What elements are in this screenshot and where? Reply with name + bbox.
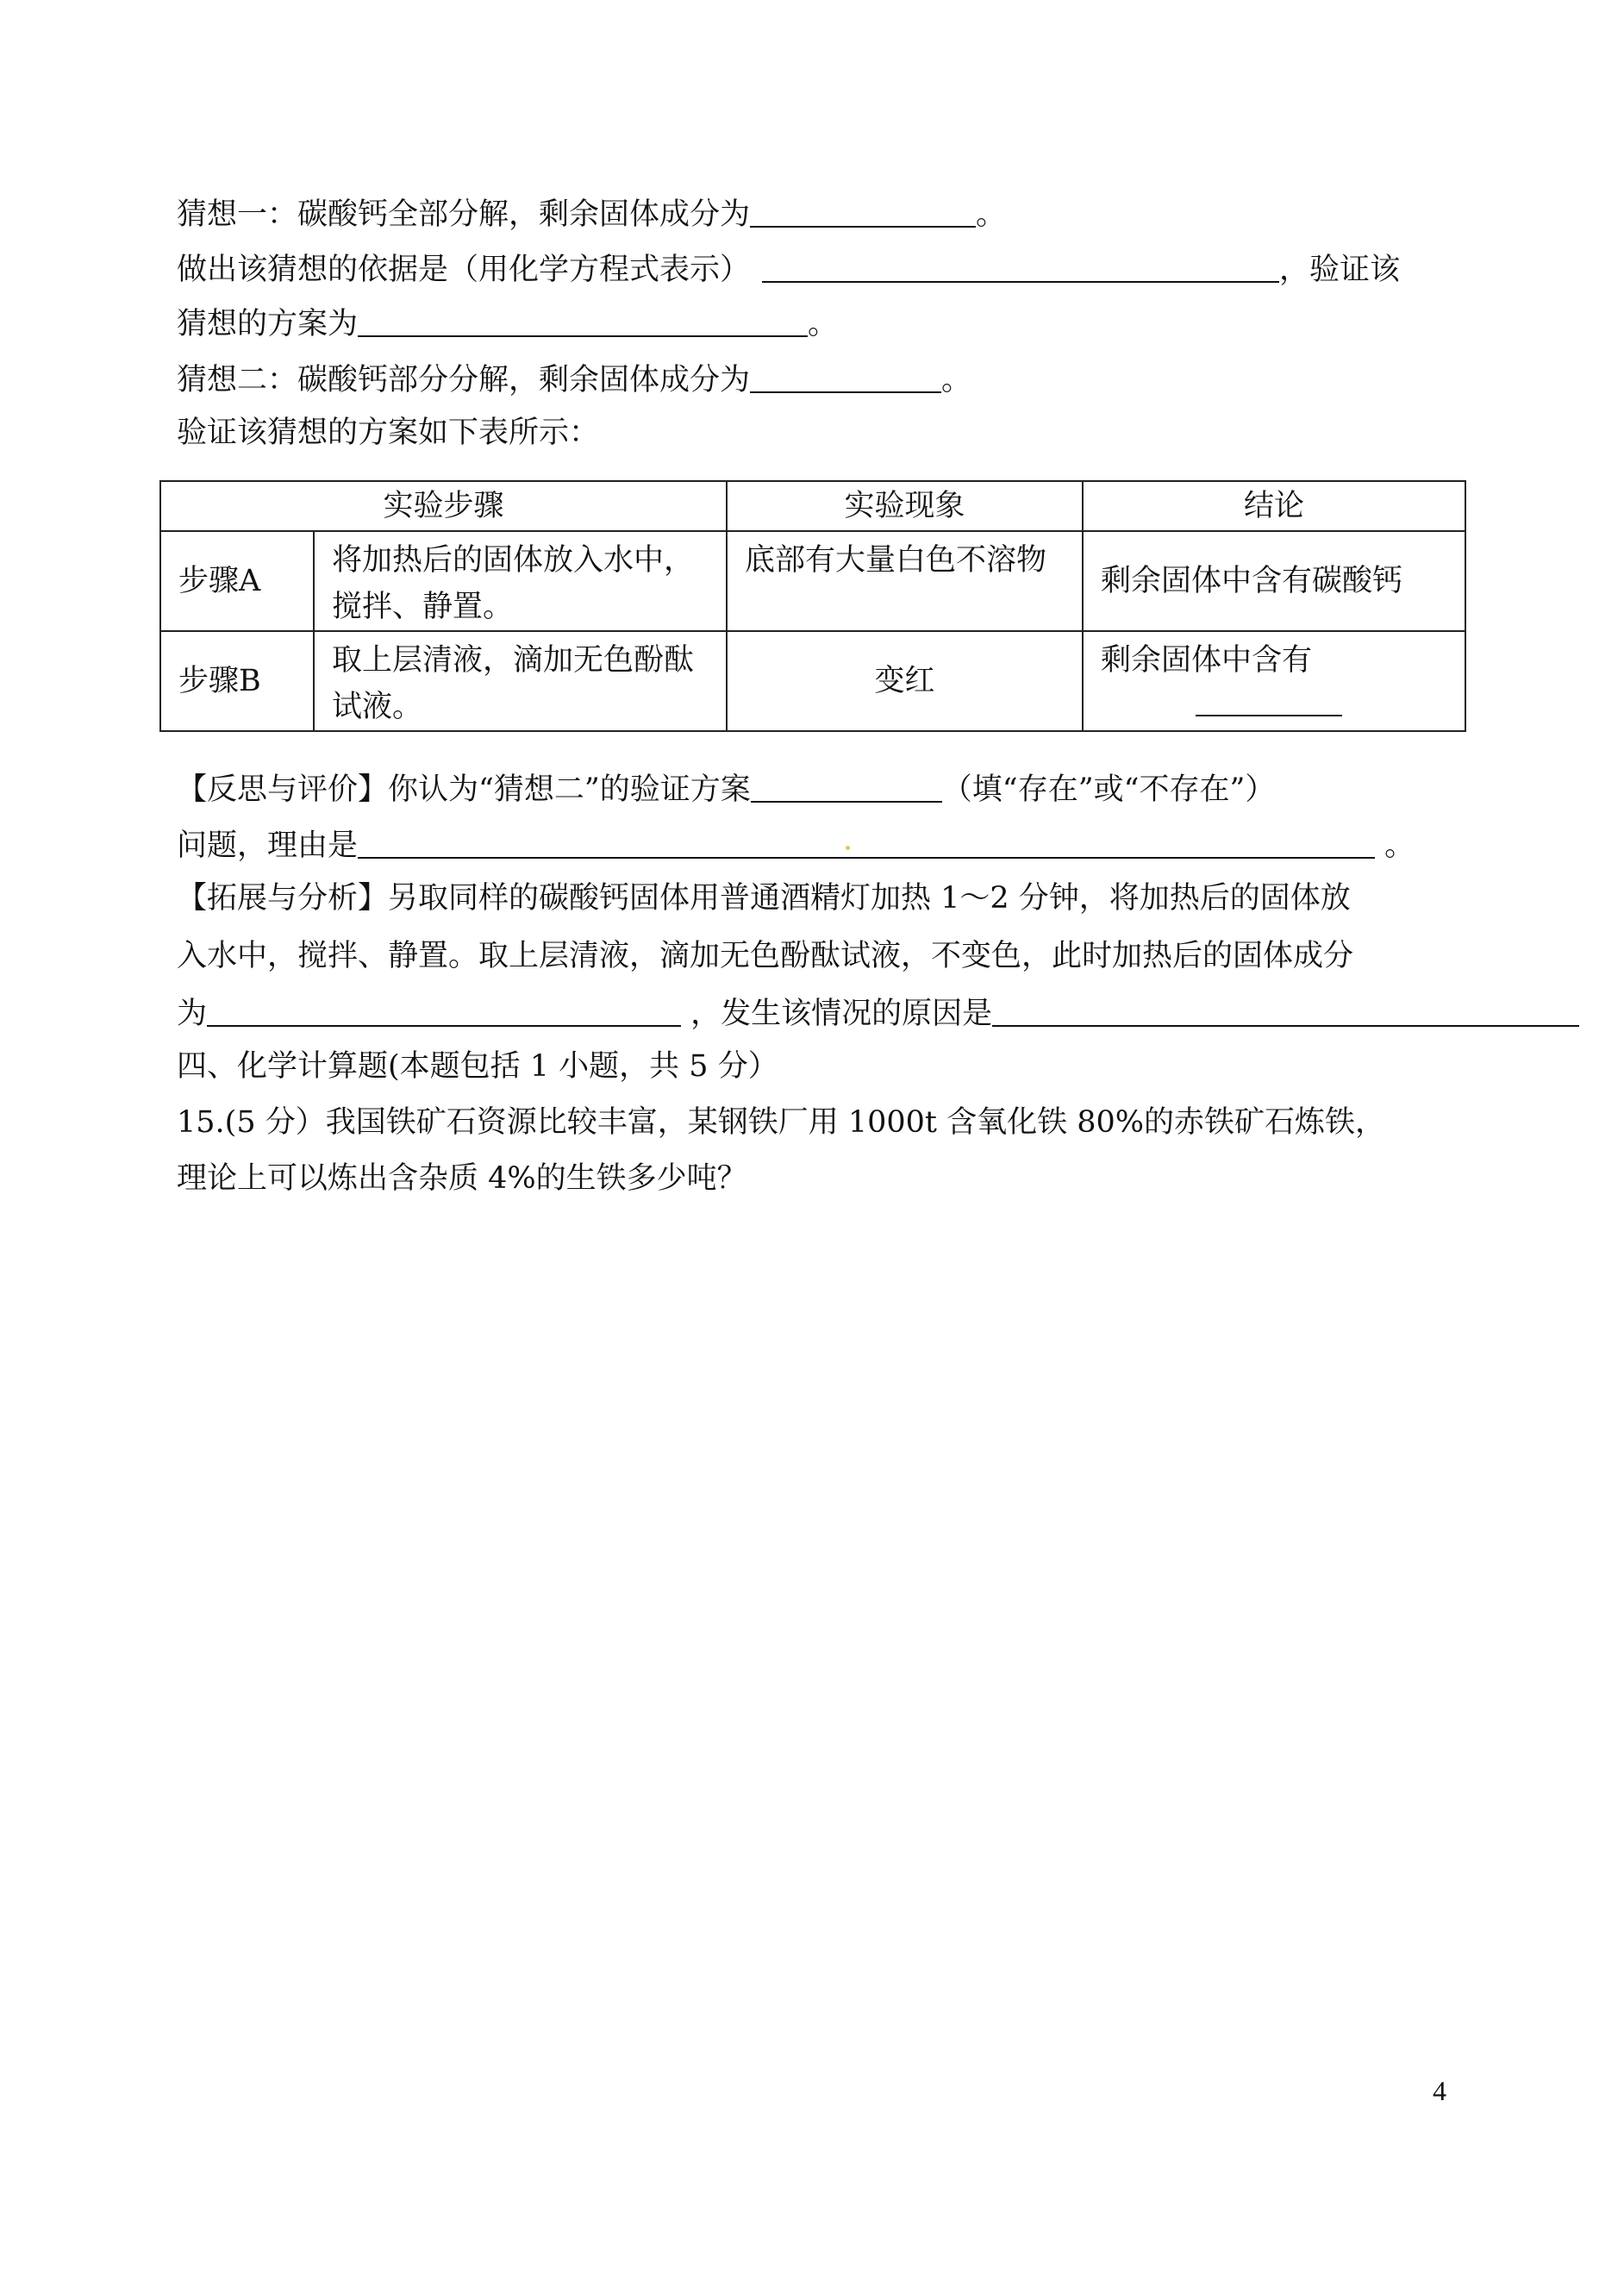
guess-one-end: 。	[976, 197, 1007, 232]
table-row	[160, 631, 1465, 731]
basis2-end: 。	[808, 307, 839, 341]
table-intro: 验证该猜想的方案如下表所示：	[177, 416, 600, 450]
header-phenomenon: 实验现象	[727, 481, 1083, 531]
extend-line3-b: ，发生该情况的原因是	[681, 997, 993, 1031]
extend-line3-a: 为	[177, 997, 208, 1031]
basis-line-2	[177, 306, 838, 340]
row-b-conclusion-answer-field[interactable]	[1196, 684, 1342, 716]
basis2-text: 猜想的方案为	[177, 307, 359, 341]
reason-answer-field[interactable]	[358, 828, 1375, 859]
header-conclusion: 结论	[1083, 481, 1465, 531]
row-b-phenomenon: 变红	[727, 631, 1083, 731]
guess-two-answer-field[interactable]	[750, 362, 941, 393]
reflect-line	[177, 772, 1275, 805]
table-header-row	[160, 481, 1465, 531]
question-15-line-1: 15.(5 分）我国铁矿石资源比较丰富，某钢铁厂用 1000t 含氧化铁 80%的赤铁矿石炼铁，	[177, 1105, 1386, 1140]
header-steps: 实验步骤	[160, 481, 727, 531]
stray-dot	[846, 846, 850, 850]
guess-two-line	[177, 362, 971, 396]
reflect-line-2	[177, 828, 1415, 861]
reflect-answer-field[interactable]	[751, 772, 942, 803]
extend-line-2: 入水中，搅拌、静置。取上层清液，滴加无色酚酞试液，不变色，此时加热后的固体成分	[177, 939, 1354, 973]
guess-two-end: 。	[941, 363, 972, 397]
guess-one-answer-field[interactable]	[750, 197, 976, 228]
table-row	[160, 531, 1465, 631]
page-number: 4	[1433, 2075, 1446, 2106]
row-b-action: 取上层清液，滴加无色酚酞试液。	[314, 631, 727, 731]
verification-table	[159, 480, 1466, 732]
guess-two-text: 猜想二：碳酸钙部分分解，剩余固体成分为	[177, 363, 751, 397]
extend-solid-answer-field[interactable]	[207, 996, 681, 1027]
guess-one-line	[177, 197, 1006, 230]
verify-plan-answer-field[interactable]	[358, 306, 808, 337]
guess-one-text: 猜想一：碳酸钙全部分解，剩余固体成分为	[177, 197, 751, 232]
extend-reason-answer-field[interactable]	[992, 996, 1579, 1027]
reflect2-end: 。	[1375, 829, 1415, 863]
extend-line-1: 【拓展与分析】另取同样的碳酸钙固体用普通酒精灯加热 1～2 分钟，将加热后的固体放	[177, 881, 1351, 916]
section-four-heading: 四、化学计算题(本题包括 1 小题，共 5 分）	[177, 1049, 778, 1084]
row-b-conclusion-cell	[1083, 631, 1465, 731]
question-15-line-2: 理论上可以炼出含杂质 4%的生铁多少吨？	[177, 1161, 747, 1196]
row-b-step: 步骤B	[160, 631, 314, 731]
extend-line-3	[177, 996, 1579, 1029]
basis-tail: ，验证该	[1279, 253, 1401, 287]
row-b-conclusion: 剩余固体中含有	[1101, 643, 1313, 678]
basis-text: 做出该猜想的依据是（用化学方程式表示）	[177, 253, 751, 287]
reflect-text: 【反思与评价】你认为“猜想二”的验证方案	[177, 772, 751, 807]
row-a-phenomenon: 底部有大量白色不溶物	[727, 531, 1083, 631]
basis-line	[177, 252, 1400, 285]
reflect-tail: （填“存在”或“不存在”）	[941, 772, 1276, 807]
row-a-step: 步骤A	[160, 531, 314, 631]
row-a-action: 将加热后的固体放入水中，搅拌、静置。	[314, 531, 727, 631]
reflect2-text: 问题，理由是	[177, 829, 359, 863]
row-a-conclusion: 剩余固体中含有碳酸钙	[1083, 531, 1465, 631]
equation-answer-field[interactable]	[762, 252, 1279, 283]
